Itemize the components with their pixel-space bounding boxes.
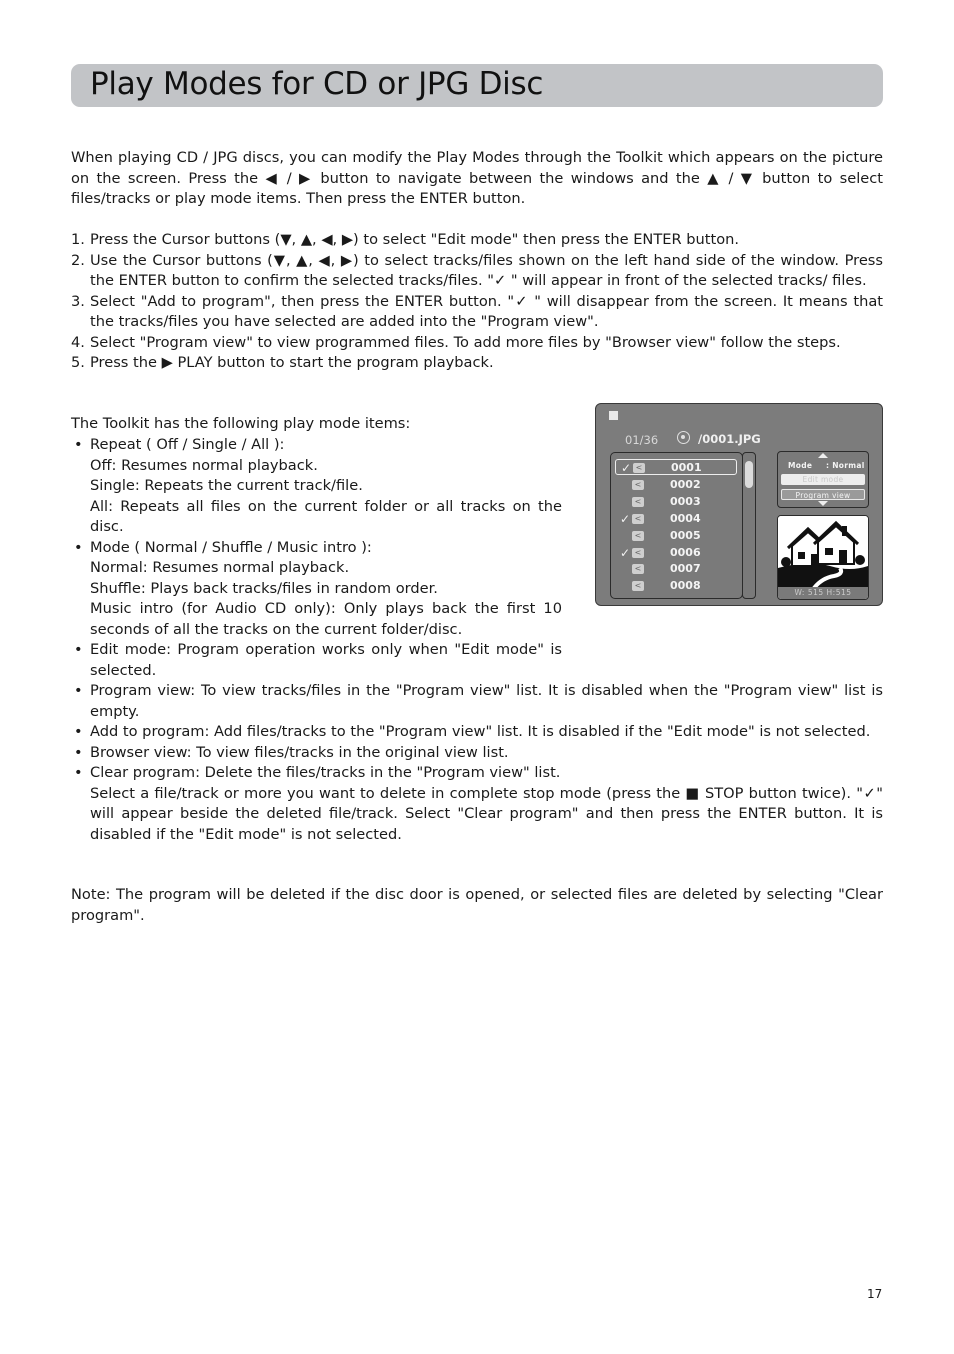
image-dimensions: W: 515 H:515	[778, 587, 868, 599]
file-type-icon: <	[632, 564, 644, 574]
item-line: Program view: To view tracks/files in the "Program view" list. It is disabled when the "Program view" list is empty.	[90, 682, 883, 720]
list-item	[71, 681, 883, 722]
disc-icon	[677, 431, 690, 444]
file-row[interactable]	[611, 494, 739, 510]
step-text: Use the Cursor buttons (▼, ▲, ◀, ▶) to select tracks/files shown on the left hand side of the window. Press the ENTER button to confirm the selected tracks/files. "✓ " will appear in front of the selected tracks/ files.	[90, 251, 883, 289]
file-row[interactable]	[611, 528, 739, 544]
step-text: Select "Program view" to view programmed files. To add more files by "Browser view" follow the steps.	[90, 333, 841, 351]
file-name: 0005	[670, 529, 701, 542]
item-line: Clear program: Delete the files/tracks in the "Program view" list.	[90, 764, 561, 781]
program-view-option[interactable]: Program view	[781, 489, 865, 500]
file-name: 0004	[670, 512, 701, 525]
current-filename: /0001.JPG	[698, 432, 761, 446]
list-item	[71, 538, 562, 641]
file-row[interactable]	[611, 477, 739, 493]
file-counter: 01/36	[625, 433, 659, 447]
item-line: Add to program: Add files/tracks to the "Program view" list. It is disabled if the "Edit mode" is not selected.	[90, 723, 871, 740]
file-row[interactable]	[615, 459, 737, 475]
items-lead: The Toolkit has the following play mode items:	[71, 415, 411, 432]
stop-icon	[609, 411, 618, 420]
step-item	[71, 230, 883, 251]
bullet: •	[74, 436, 83, 453]
page-title: Play Modes for CD or JPG Disc	[90, 66, 544, 102]
step-item	[71, 353, 883, 374]
step-number: 5.	[71, 354, 85, 371]
item-line: All: Repeats all files on the current folder or all tracks on the disc.	[90, 497, 562, 535]
step-text: Press the Cursor buttons (▼, ▲, ◀, ▶) to select "Edit mode" then press the ENTER button.	[90, 231, 740, 248]
file-list-scrollbar[interactable]	[742, 452, 756, 599]
image-preview	[777, 515, 869, 600]
step-number: 4.	[71, 333, 85, 351]
step-number: 1.	[71, 231, 85, 248]
file-name: 0008	[670, 579, 701, 592]
note-paragraph: Note: The program will be deleted if the disc door is opened, or selected files are deleted by selecting "Clear program".	[71, 886, 883, 924]
item-line: Select a file/track or more you want to delete in complete stop mode (press the ■ STOP button twice). "✓" will appear beside the deleted file/track. Select "Clear program" and then press the ENTER button. It is disabled if the "Edit mode" is not selected.	[90, 784, 883, 843]
edit-mode-option[interactable]: Edit mode	[781, 474, 865, 485]
steps-list	[71, 230, 883, 374]
file-row[interactable]	[611, 545, 739, 561]
step-text: Select "Add to program", then press the ENTER button. "✓ " will disappear from the screen. It means that the tracks/files you have selected are added into the "Program view".	[90, 292, 883, 330]
item-line: Normal: Resumes normal playback.	[90, 559, 350, 576]
file-row[interactable]	[611, 561, 739, 577]
title-bar	[71, 64, 883, 107]
file-type-icon: <	[632, 548, 644, 558]
file-name: 0001	[671, 461, 702, 474]
file-row[interactable]	[611, 511, 739, 527]
list-item	[71, 743, 883, 764]
arrow-up-icon[interactable]	[818, 453, 828, 458]
file-list	[610, 452, 743, 599]
file-type-icon: <	[632, 581, 644, 591]
item-line: Browser view: To view files/tracks in the original view list.	[90, 743, 509, 761]
arrow-down-icon[interactable]	[818, 501, 828, 506]
bullet: •	[74, 764, 83, 781]
file-type-icon: <	[632, 514, 644, 524]
page-number: 17	[867, 1287, 883, 1301]
file-name: 0006	[670, 546, 701, 559]
item-line: Shuffle: Plays back tracks/files in random order.	[90, 579, 438, 597]
bullet: •	[74, 538, 83, 556]
step-item	[71, 292, 883, 333]
mode-panel	[777, 451, 869, 508]
bullet: •	[74, 641, 83, 658]
step-text: Press the ▶ PLAY button to start the program playback.	[90, 354, 494, 371]
mode-label: Mode	[788, 461, 813, 470]
step-item	[71, 251, 883, 292]
item-line: Off: Resumes normal playback.	[90, 456, 318, 474]
check-icon: ✓	[621, 461, 632, 475]
bullet: •	[74, 743, 83, 761]
bullet: •	[74, 723, 83, 740]
list-item	[71, 640, 562, 681]
check-icon: ✓	[620, 546, 631, 560]
file-type-icon: <	[632, 531, 644, 541]
file-type-icon: <	[632, 497, 644, 507]
item-line: Edit mode: Program operation works only when "Edit mode" is selected.	[90, 641, 562, 679]
file-name: 0002	[670, 478, 701, 491]
step-item	[71, 333, 883, 354]
step-number: 2.	[71, 251, 85, 269]
item-line: Repeat ( Off / Single / All ):	[90, 436, 285, 453]
list-item	[71, 435, 562, 538]
file-type-icon: <	[632, 480, 644, 490]
mode-value: : Normal	[826, 461, 865, 470]
file-name: 0003	[670, 495, 701, 508]
file-type-icon: <	[633, 463, 645, 473]
houses-thumbnail-icon	[778, 516, 868, 588]
check-icon: ✓	[620, 512, 631, 526]
intro-paragraph: When playing CD / JPG discs, you can modify the Play Modes through the Toolkit which appears on the picture on the screen. Press the ◀ / ▶ button to navigate between the windows and the ▲ / ▼ button to select files/tracks or play mode items. Then press the ENTER button.	[71, 149, 883, 207]
item-line: Music intro (for Audio CD only): Only plays back the first 10 seconds of all the tracks on the current folder/disc.	[90, 600, 562, 638]
step-number: 3.	[71, 292, 85, 310]
item-line: Mode ( Normal / Shuffle / Music intro ):	[90, 538, 372, 556]
scrollbar-thumb[interactable]	[745, 461, 753, 488]
file-row[interactable]	[611, 578, 739, 594]
bullet: •	[74, 682, 83, 699]
list-item	[71, 722, 883, 743]
file-name: 0007	[670, 562, 701, 575]
list-item	[71, 763, 883, 845]
item-line: Single: Repeats the current track/file.	[90, 477, 363, 494]
toolkit-screen	[595, 403, 883, 606]
